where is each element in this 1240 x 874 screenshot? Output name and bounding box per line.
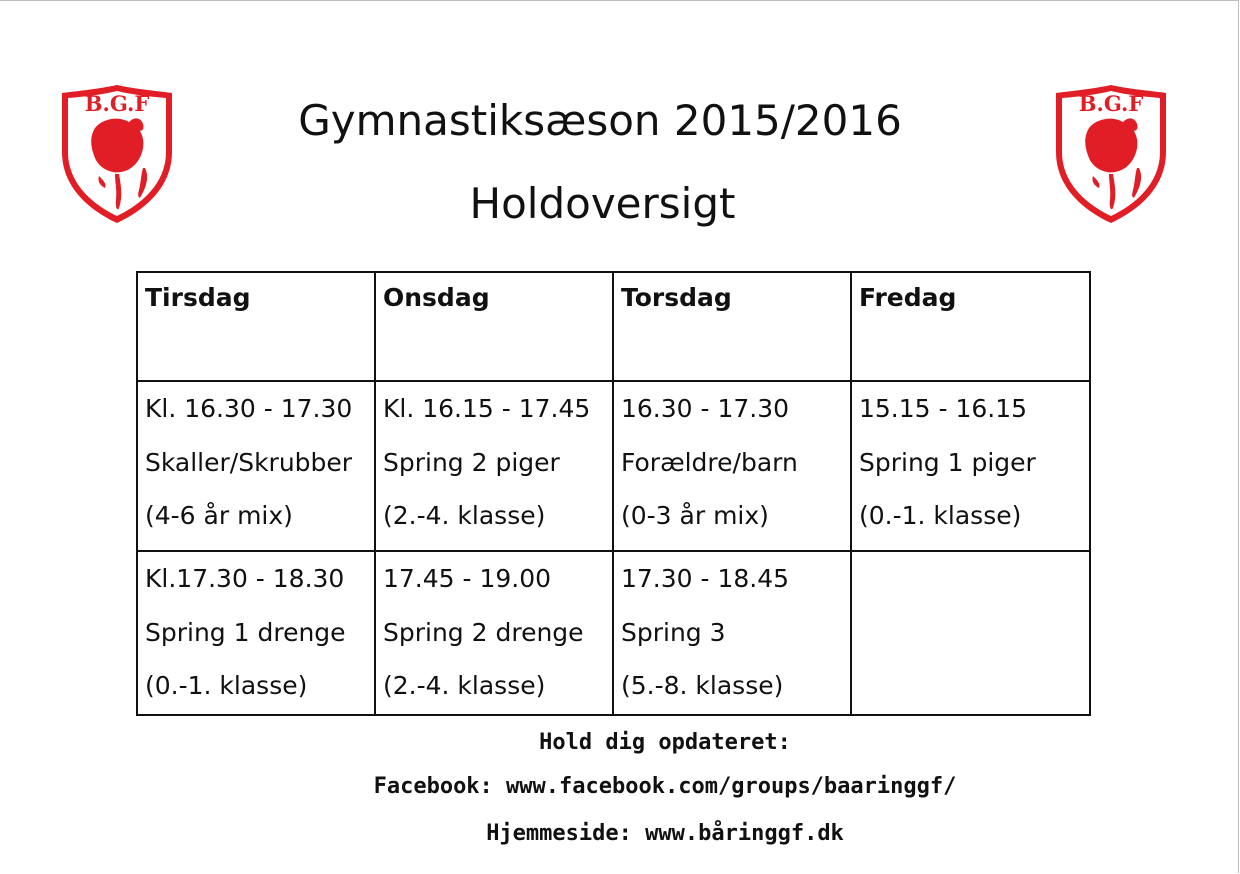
cell-group: (0.-1. klasse)	[145, 671, 308, 700]
cell-time: Kl. 16.30 - 17.30	[145, 394, 353, 423]
column-header-onsdag: Onsdag	[375, 272, 613, 381]
schedule-cell	[375, 381, 613, 551]
logo-text: B.G.F	[84, 91, 150, 116]
schedule-cell-empty	[851, 551, 1090, 715]
column-header-tirsdag: Tirsdag	[137, 272, 375, 381]
schedule-cell	[137, 551, 375, 715]
cell-group: (2.-4. klasse)	[383, 501, 546, 530]
cell-group	[859, 659, 1089, 713]
footer-facebook: Facebook: www.facebook.com/groups/baaringgf/	[373, 774, 957, 799]
cell-time: 17.45 - 19.00	[383, 564, 552, 593]
schedule-cell	[375, 551, 613, 715]
table-row	[137, 381, 1090, 551]
table-row	[137, 551, 1090, 715]
cell-time: 15.15 - 16.15	[859, 394, 1028, 423]
schedule-table	[136, 271, 1091, 716]
column-header-fredag: Fredag	[851, 272, 1090, 381]
column-header-torsdag: Torsdag	[613, 272, 851, 381]
cell-team: Spring 1 piger	[859, 447, 1036, 477]
cell-team: Forældre/barn	[621, 447, 798, 477]
cell-team: Spring 2 drenge	[383, 617, 584, 647]
schedule-cell	[137, 381, 375, 551]
cell-time	[859, 552, 1089, 606]
table-header-row	[137, 272, 1090, 381]
cell-time: 16.30 - 17.30	[621, 394, 790, 423]
cell-team	[859, 606, 1089, 660]
page-subtitle: Holdoversigt	[469, 179, 736, 228]
page-title: Gymnastiksæson 2015/2016	[298, 96, 902, 145]
cell-team: Spring 3	[621, 617, 726, 647]
schedule-cell	[613, 381, 851, 551]
logo-text: B.G.F	[1078, 91, 1144, 116]
footer-update-heading: Hold dig opdateret:	[539, 730, 791, 755]
cell-time: 17.30 - 18.45	[621, 564, 790, 593]
cell-group: (2.-4. klasse)	[383, 671, 546, 700]
cell-group: (4-6 år mix)	[145, 501, 293, 530]
cell-team: Spring 2 piger	[383, 447, 560, 477]
cell-group: (0-3 år mix)	[621, 501, 769, 530]
schedule-cell	[613, 551, 851, 715]
cell-group: (5.-8. klasse)	[621, 671, 784, 700]
cell-group: (0.-1. klasse)	[859, 501, 1022, 530]
cell-team: Skaller/Skrubber	[145, 447, 353, 477]
cell-time: Kl. 16.15 - 17.45	[383, 394, 591, 423]
cell-team: Spring 1 drenge	[145, 617, 346, 647]
footer-homepage: Hjemmeside: www.båringgf.dk	[486, 821, 844, 846]
cell-time: Kl.17.30 - 18.30	[145, 564, 345, 593]
schedule-cell	[851, 381, 1090, 551]
